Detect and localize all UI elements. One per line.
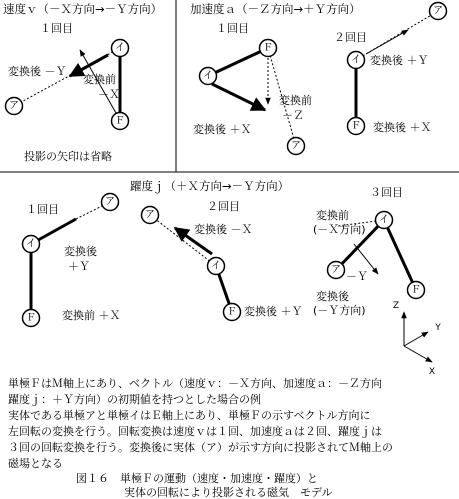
tr1-label-a: ア — [291, 140, 301, 152]
accel-after2a-label: 変換後 ＋Ｙ — [370, 54, 429, 67]
jerk-after1-dir: ＋Ｙ — [68, 260, 90, 273]
jerk-before1-label: 変換前 ＋Ｘ — [62, 309, 121, 322]
accel-title: 加速度ａ（－Ｚ方向→＋Ｙ方向） — [190, 2, 361, 16]
accel-before-dir: －Ｚ — [282, 109, 304, 122]
axis-x-label: X — [428, 367, 436, 377]
accel-after2b-label: 変換後 ＋Ｘ — [373, 121, 432, 134]
paragraph-line-4: 左回転の変換を行う。回転変換は速度ｖは１回、加速度ａは２回、躍度ｊは — [8, 425, 382, 438]
b3-f-i-line — [384, 220, 416, 290]
paragraph-line-6: 磁場となる — [8, 457, 63, 470]
jerk-round3: ３回目 — [370, 186, 403, 199]
velocity-before-label: 変換前 — [83, 73, 116, 86]
axis-z-label: Z — [392, 301, 400, 311]
axis-y-line — [404, 332, 428, 346]
velocity-round: １回目 — [40, 22, 73, 35]
jerk-before3-dir: (－Ｘ方向) — [313, 223, 366, 236]
b2-label-i: イ — [211, 260, 221, 272]
velocity-after-label: 変換後 －Ｙ — [8, 65, 67, 78]
figure-caption-line-1: 図１６ 単極Ｆの運動（速度・加速度・躍度）と — [76, 472, 318, 485]
b2-label-a: ア — [145, 209, 155, 221]
tl-label-f: Ｆ — [115, 115, 125, 127]
axis-y-label: Y — [435, 323, 441, 333]
projection-note: 投影の矢印は省略 — [24, 150, 112, 163]
jerk-after2b-label: 変換後 ＋Ｙ — [244, 305, 303, 318]
jerk-title: 躍度ｊ（＋Ｘ方向→－Ｙ方向） — [130, 179, 290, 193]
accel-before-label: 変換前 — [279, 94, 312, 107]
tr2-label-f: Ｆ — [351, 120, 361, 132]
velocity-title: 速度ｖ（－Ｘ方向→－Ｙ方向） — [3, 2, 163, 16]
b3-label-f: Ｆ — [411, 284, 421, 296]
b3-label-a: ア — [331, 264, 341, 276]
velocity-before-dir: －Ｘ — [98, 88, 120, 101]
b1-label-f: Ｆ — [26, 312, 36, 324]
tr1-label-f: Ｆ — [263, 42, 273, 54]
paragraph-line-3: 実体である単極アと単極イはＥ軸上にあり、単極Ｆの示すベクトル方向に — [8, 409, 371, 422]
jerk-after2-label: 変換後 －Ｘ — [194, 223, 253, 236]
jerk-after3-dir: (－Ｙ方向) — [313, 304, 366, 317]
b2-label-f: Ｆ — [227, 306, 237, 318]
paragraph-line-5: ３回の回転変換を行う。変換後に実体（ア）が示す方向に投影されてＭ軸上の — [8, 441, 393, 454]
tr1-label-i: イ — [203, 70, 213, 82]
accel-after1-label: 変換後 ＋Ｘ — [193, 123, 252, 136]
jerk-after1-label: 変換後 — [64, 245, 97, 258]
tl-label-a: ア — [9, 100, 19, 112]
paragraph-line-2: 躍度ｊ：＋Ｙ方向）の初期値を持つとした場合の例 — [8, 393, 261, 406]
jerk-round2: ２回目 — [207, 200, 240, 213]
jerk-a-dir: －Ｙ — [346, 270, 368, 283]
tr1-after-arrow — [212, 84, 265, 110]
tr2-label-a: ア — [433, 5, 443, 17]
tr2-after-arrow — [366, 30, 408, 54]
tl-label-i: イ — [115, 42, 125, 54]
b3-label-i: イ — [379, 214, 389, 226]
jerk-round1: １回目 — [26, 203, 59, 216]
tr2-label-i: イ — [351, 54, 361, 66]
jerk-after3-label: 変換後 — [316, 290, 349, 303]
jerk-before3-label: 変換前 — [316, 209, 349, 222]
tr1-f-i-line — [208, 48, 268, 76]
b1-label-a: ア — [105, 196, 115, 208]
axis-x-line — [404, 346, 432, 362]
accel-round1: １回目 — [216, 22, 249, 35]
paragraph-line-1: 単極ＦはＭ軸上にあり、ベクトル（速度ｖ：－Ｘ方向、加速度ａ：－Ｚ方向 — [8, 377, 382, 390]
accel-round2: ２回目 — [334, 31, 367, 44]
figure-caption-line-2: 実体の回転により投影される磁気 モデル — [124, 486, 333, 499]
b1-label-i: イ — [26, 238, 36, 250]
